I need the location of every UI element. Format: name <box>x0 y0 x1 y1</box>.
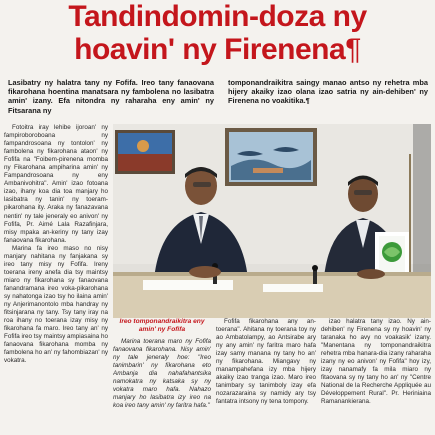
article-column-2 <box>113 338 211 435</box>
headline-line-2 <box>0 33 435 66</box>
headline-line-2-text: hoavin' ny Firenena <box>74 33 346 66</box>
column-1-paragraph-2: Marina fa ireo maso no nisy manjary nahitana ny fanjakana sy ireo tany misy ny Fofifa. Ireny toerana ireny anefa dia tsy maintsy miaro ny fikarohana sy fanaovana fanandramana ireo voka-pikarohana sy nahatonga izao tsy ho ilaina amin' ny Anjerimanontolo mba handray ny fitsinjarana ny tany. Tsy tany iray na roa ihany no toerana izay misy ny fikarohana fa maro. Ireo tany an' ny Fofifa ireo tsy maintsy ampiasaina ho fanaovana fikarohana momba ny fambolena ho an' ny fahombiazan' ny vokatra. <box>4 244 108 365</box>
article-column-1 <box>4 124 108 435</box>
photo-caption: Ireo tomponandraikitra eny amin' ny Fofifa <box>119 318 205 333</box>
column-3-paragraph-1: Fofifa fikarohana any an-toerana". Ahitana ny toerana toy ny ao Ambatolampy, ao Antsirabe ary ny any amin' ny faritra maro hafa izay samy manana ny tany ho an' ny fikarohana. Miangavy ny manampahefana izy mba hijery akaiky izao tranga izao. Maro ireo tanimbary sy tanimboly izay efa nozarazaraina sy namidy ary tsy fantatra intsony ny tena tompony. <box>216 318 316 406</box>
article-column-4 <box>321 318 431 435</box>
headline-line-1: Tandindomin-doza ny <box>68 0 367 33</box>
lede-right: tomponandraikitra saingy manao antso ny rehetra mba hijery akaiky izao olana izao satria ny ain-dehiben' ny Firenena no voakitika.¶ <box>228 78 428 106</box>
column-4-paragraph-1: izao halatra tany izao. Ny ain-dehiben' ny Firenena sy ny hoavin' ny taranaka ho avy no voakasik' izany. "Manentana ny tomponandraikitra rehetra mba hanara-dia izany raharaha izany ny eo anivon' ny Fofifa" hoy izy, izay nanamafy fa mila miaro ny fitaovana sy ny tany ho an' ny "Centre National de la Recherche Appliquée au Développement Rural". Pr. Heriniaina Ramanankierana. <box>321 318 431 406</box>
article-column-3 <box>216 318 316 435</box>
lede-left: Lasibatry ny halatra tany ny Fofifa. Ireo tany fanaovana fikarohana hoentina manatsara ny fambolena no lasibatra amin' izany. Efa nitondra ny raharaha eny amin' ny Fitsarana ny <box>8 78 214 115</box>
column-2-paragraph-1: Marina toerana maro ny Fofifa fanaovana fikarohana. Nisy amin' ny tale jeneraly hoe: "Ireo tanimbarin' ny fikarohana eto Ambanja dia nahafahantsika namokatra ny katsaka sy ny vokatra maro hafa. Nahazo manjary ho lasibatra izy ireo na koa ireo tany amin' ny faritra hafa." <box>113 338 211 410</box>
column-1-paragraph-1: Fotoitra iray lehibe ijoroan' ny fampiroboroboana ny fampandrosoana ny tontolon' ny fambolena ny fikarohana ataon' ny Fofifa na "Foibem-pirenena momba ny Fikarohana ampiharina amin' ny Fampandrosoana ny eny Ambanivohitra". Amin' izao fotoana izao, ihany koa dia toa manjary ho lasibatra ny tanin' ny toeram-pikarohana ity. Araka ny fanazavana nentin' ny tale jeneraly eo anivon' ny Fofifa, Pr. Aimé Lala Razafinjara, misy mpaka an-keriny ny tany izay fanaovana fikarohana. <box>4 124 108 244</box>
press-photo <box>113 124 431 318</box>
pilcrow-mark: ¶ <box>345 33 361 66</box>
headline <box>0 0 435 72</box>
press-photo-illustration <box>113 124 431 318</box>
